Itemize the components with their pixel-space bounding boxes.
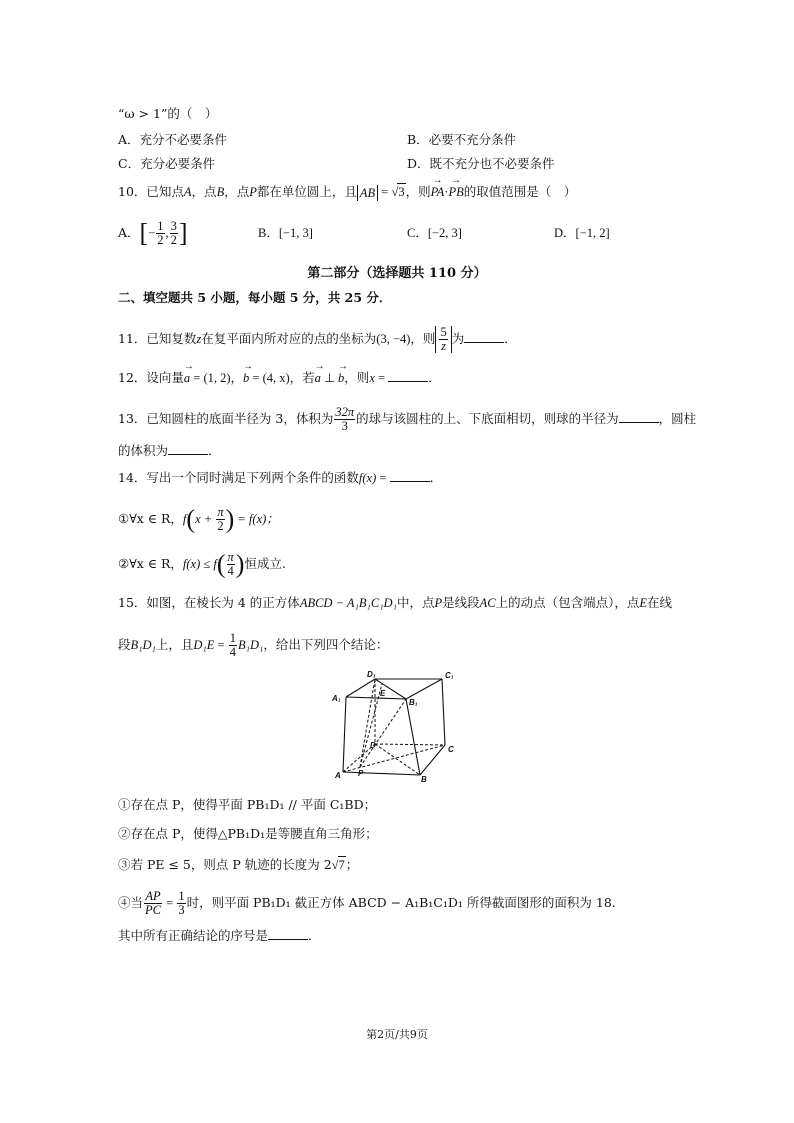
- q9-tail: “ω > 1”的（ ）: [118, 106, 218, 121]
- q10-option-a: A．[− $\frac{1}{2}$ , $\frac{3}{2}$ ]: [118, 218, 188, 248]
- q9-option-c: C．充分必要条件: [118, 156, 216, 171]
- q9-option-a: A．充分不必要条件: [118, 132, 228, 147]
- edge-a-b: [343, 772, 420, 775]
- edge-a1-b1: [346, 697, 406, 699]
- section2-heading: 二、填空题共 5 小题，每小题 5 分，共 25 分．: [118, 290, 392, 305]
- q14-stem: 14．写出一个同时满足下列两个条件的函数f(x) = ．: [118, 470, 443, 485]
- q12: 12．设向量→ a = (1, 2)，→ b = (4, x)，若→ a ⊥ → b，则x = ．: [118, 369, 441, 386]
- label-p: P: [358, 769, 364, 778]
- q13-radius-blank[interactable]: [619, 410, 659, 423]
- q13-line2: 的体积为 ．: [118, 443, 221, 458]
- q10-option-b: B．[−1, 3]: [258, 226, 313, 240]
- q15-statement-3: ③若 PE ≤ 5，则点 P 轨迹的长度为 2√7；: [118, 857, 359, 872]
- segment-p-b1: [360, 699, 406, 767]
- q15-final: 其中所有正确结论的序号是 ．: [118, 928, 321, 943]
- q15-answer-blank[interactable]: [268, 927, 308, 940]
- q10-option-c: C．[−2, 3]: [407, 226, 462, 240]
- q12-answer-blank[interactable]: [388, 369, 428, 382]
- label-d1: D₁: [367, 670, 376, 679]
- q13-volume-blank[interactable]: [168, 442, 208, 455]
- edge-a1-a: [343, 697, 346, 772]
- q15-line2: 段B₁D₁上，且D₁E = $\frac{1}{4}$ B₁D₁，给出下列四个结论：: [118, 631, 389, 659]
- label-a1: A₁: [332, 694, 341, 703]
- edge-c1-c: [442, 679, 445, 745]
- label-b1: B₁: [409, 698, 418, 707]
- label-e: E: [380, 689, 386, 698]
- cube-figure: [330, 668, 465, 783]
- label-c1: C₁: [445, 671, 454, 680]
- q13-line1: 13．已知圆柱的底面半径为 3，体积为 $\frac{32\pi}{3}$ 的球与该圆柱的上、下底面相切，则球的半径为 ，圆柱: [118, 405, 697, 433]
- label-b: B: [421, 775, 427, 783]
- q11: 11．已知复数z在复平面内所对应的点的坐标为(3, −4)，则 $\frac{5}{z}$ 为 ．: [118, 325, 517, 353]
- q15-line1: 15．如图，在棱长为 4 的正方体ABCD − A₁B₁C₁D₁中，点P是线段AC上的动点（包含端点），点E在线: [118, 595, 673, 610]
- label-d: D: [370, 741, 376, 750]
- q14-condition-1: ①∀x ∈ R，f(x + $\frac{\pi}{2}$ ) = f(x)；: [118, 504, 279, 534]
- q15-statement-2: ②存在点 P，使得△PB₁D₁是等腰直角三角形；: [118, 826, 378, 841]
- edge-b-c: [420, 745, 445, 775]
- part2-title: 第二部分（选择题共 110 分）: [307, 266, 487, 281]
- edge-d-c: [375, 744, 445, 745]
- segment-p-e: [360, 684, 382, 767]
- q14-condition-2: ②∀x ∈ R，f(x) ≤ f( $\frac{\pi}{4}$ )恒成立.: [118, 549, 286, 579]
- edge-c1-b1: [406, 679, 442, 699]
- q9-option-d: D．既不充分也不必要条件: [407, 156, 555, 171]
- q10-stem: 10．已知点A，点B，点P都在单位圆上，且 AB = √3，则→ PA·→ PB的取值范围是（ ）: [118, 183, 576, 201]
- edge-b1-b: [406, 699, 420, 775]
- label-c: C: [448, 745, 454, 754]
- segment-p-d1: [360, 679, 375, 767]
- edge-d1-a1: [346, 679, 375, 697]
- q15-statement-4: ④当 $\frac{AP}{PC}$ = $\frac{1}{3}$ 时，则平面 PB₁D₁ 截正方体 ABCD − A₁B₁C₁D₁ 所得截面图形的面积为 18.: [118, 889, 616, 917]
- label-a: A: [335, 771, 341, 780]
- q11-answer-blank[interactable]: [464, 330, 504, 343]
- diagonal-db: [375, 744, 420, 775]
- q9-option-b: B．必要不充分条件: [407, 132, 517, 147]
- q10-option-d: D．[−1, 2]: [554, 226, 610, 240]
- q15-statement-1: ①存在点 P，使得平面 PB₁D₁ // 平面 C₁BD；: [118, 797, 377, 812]
- page-footer: 第2页/共9页: [366, 1028, 428, 1041]
- q14-answer-blank[interactable]: [390, 469, 430, 482]
